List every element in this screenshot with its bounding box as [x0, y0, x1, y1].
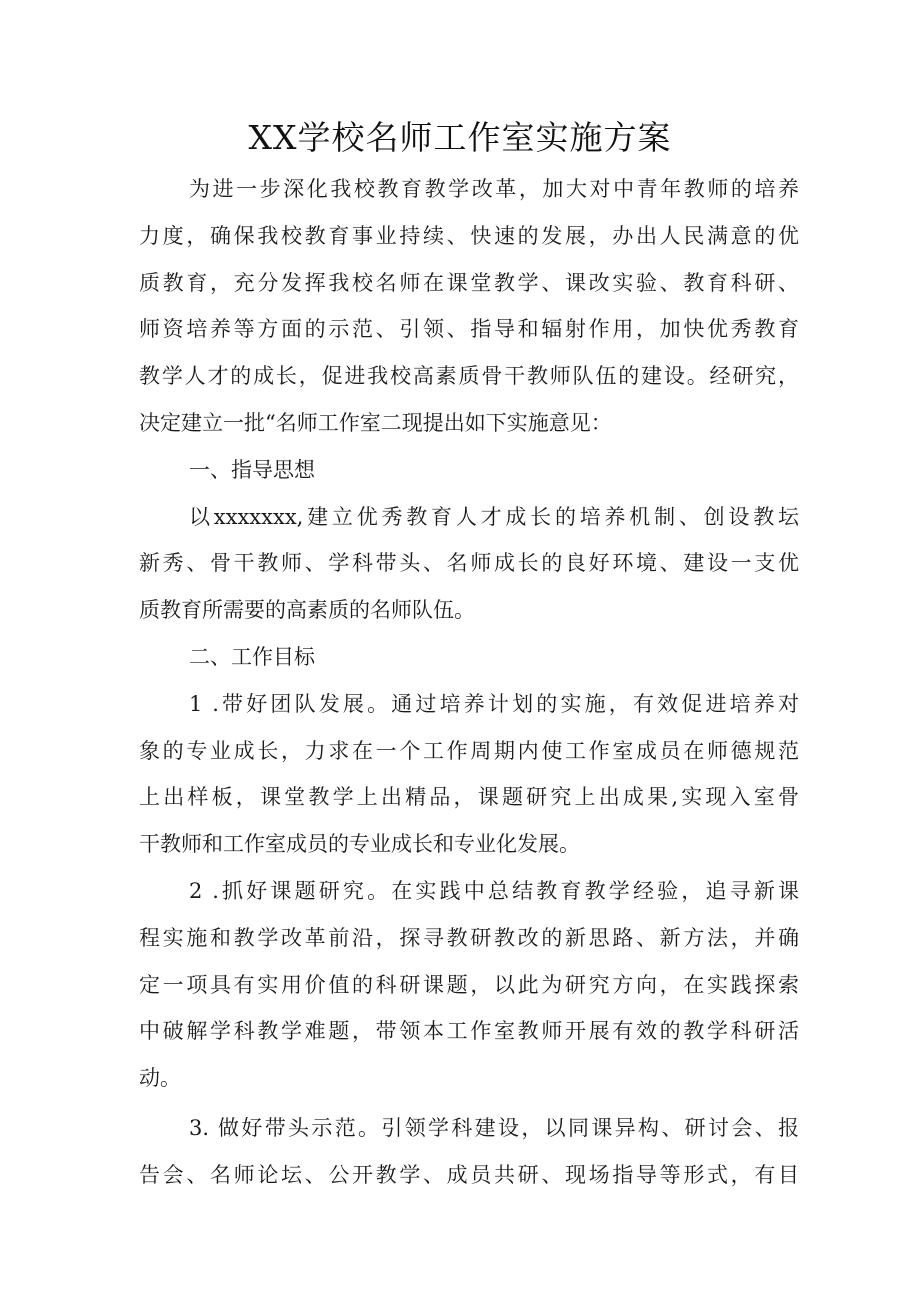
text-line: 力度，确保我校教育事业持续、快速的发展，办出人民满意的优 [139, 223, 799, 248]
heading-line: 一、指导思想 [189, 457, 315, 482]
heading-line: 二、工作目标 [189, 644, 315, 669]
text-line: 中破解学科教学难题，带领本工作室教师开展有效的教学科研活 [139, 1019, 799, 1044]
text-line: 象的专业成长，力求在一个工作周期内使工作室成员在师德规范 [139, 738, 799, 763]
text-line: 教学人才的成长，促进我校高素质骨干教师队伍的建设。经研究， [139, 364, 799, 389]
document-title: XX学校名师工作室实施方案 [248, 118, 672, 157]
text-line: 为进一步深化我校教育教学改革，加大对中青年教师的培养 [189, 177, 799, 201]
text-line: 质教育所需要的高素质的名师队伍。 [139, 598, 475, 623]
text-line: 1 .带好团队发展。通过培养计划的实施，有效促进培养对 [189, 691, 799, 716]
text-line: 决定建立一批“名师工作室二现提出如下实施意见： [139, 410, 612, 435]
text-line: 上出样板，课堂教学上出精品，课题研究上出成果,实现入室骨 [139, 785, 799, 810]
text-line: 干教师和工作室成员的专业成长和专业化发展。 [139, 832, 580, 857]
paragraph-goal-3 [139, 1105, 799, 1199]
text-line: 以xxxxxxx,建立优秀教育人才成长的培养机制、创设教坛 [189, 504, 799, 529]
paragraph-goal-2 [139, 868, 799, 1102]
text-line: 动。 [139, 1066, 181, 1091]
text-line: 2 .抓好课题研究。在实践中总结教育教学经验，追寻新课 [189, 878, 799, 903]
text-line: 3. 做好带头示范。引领学科建设，以同课异构、研讨会、报 [189, 1115, 799, 1140]
text-line: 告会、名师论坛、公开教学、成员共研、现场指导等形式，有目 [139, 1162, 799, 1187]
section-heading-guiding-ideology [139, 447, 799, 494]
text-line: 新秀、骨干教师、学科带头、名师成长的良好环境、建设一支优 [139, 551, 799, 576]
paragraph-guiding [139, 494, 799, 634]
text-line: 质教育，充分发挥我校名师在课堂教学、课改实验、教育科研、 [139, 270, 799, 295]
document-body [139, 166, 799, 1199]
text-line: 定一项具有实用价值的科研课题，以此为研究方向，在实践探索 [139, 972, 799, 997]
text-line: 师资培养等方面的示范、引领、指导和辐射作用，加快优秀教育 [139, 317, 799, 342]
paragraph-goal-1 [139, 681, 799, 868]
paragraph-intro [139, 166, 799, 447]
section-heading-work-goals [139, 634, 799, 681]
text-line: 程实施和教学改革前沿，探寻教研教改的新思路、新方法，并确 [139, 925, 799, 950]
